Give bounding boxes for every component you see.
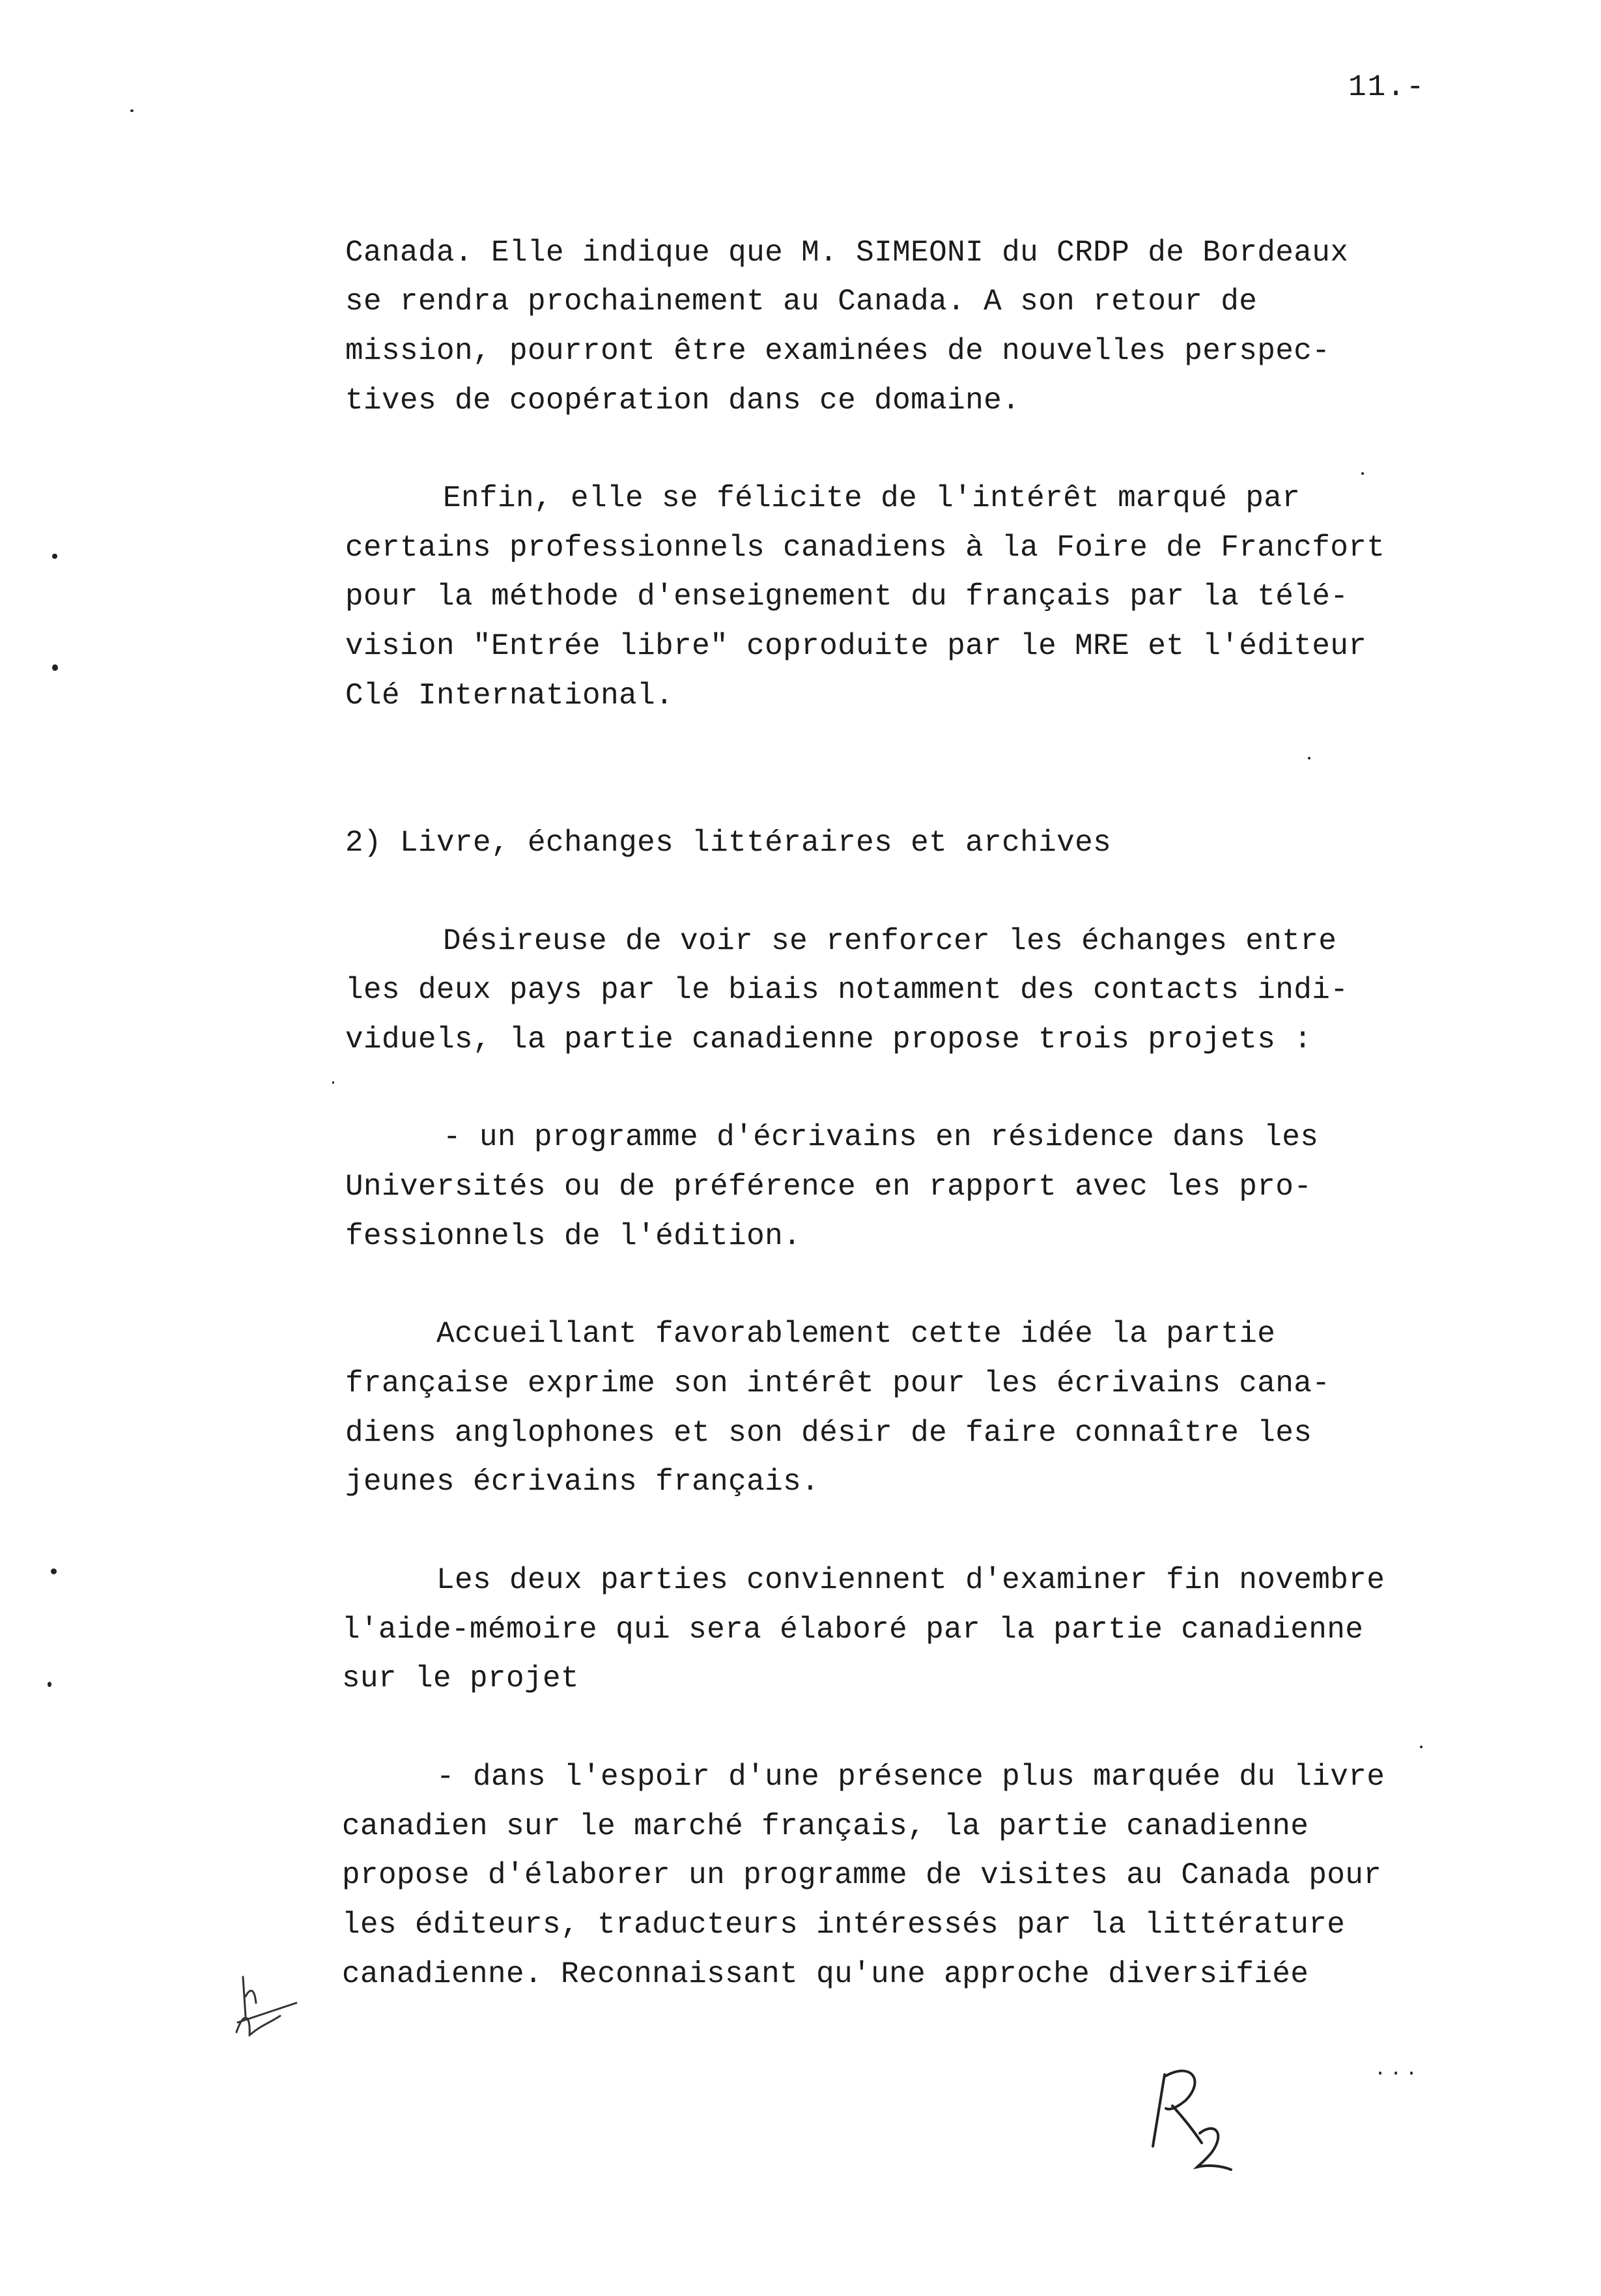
text-line: Clé International.	[345, 679, 674, 713]
section-heading: 2) Livre, échanges littéraires et archives	[345, 826, 1112, 860]
text-line: Accueillant favorablement cette idée la partie	[436, 1317, 1276, 1351]
text-line: Universités ou de préférence en rapport avec les pro-	[345, 1170, 1312, 1204]
scan-speck	[52, 664, 58, 671]
text-line: propose d'élaborer un programme de visites au Canada pour	[342, 1858, 1382, 1892]
handwritten-initials-icon	[1146, 2062, 1244, 2179]
scan-speck	[1308, 757, 1311, 759]
text-line: française exprime son intérêt pour les écrivains cana-	[345, 1367, 1331, 1400]
text-line: viduels, la partie canadienne propose trois projets :	[345, 1023, 1312, 1056]
continuation-mark: ...	[1374, 2059, 1422, 2081]
text-line: Canada. Elle indique que M. SIMEONI du CRDP de Bordeaux	[345, 236, 1349, 270]
text-line: les deux pays par le biais notamment des contacts indi-	[345, 973, 1349, 1007]
text-line: - dans l'espoir d'une présence plus marquée du livre	[436, 1760, 1385, 1794]
scan-speck	[1361, 472, 1364, 475]
text-line: jeunes écrivains français.	[345, 1465, 820, 1499]
scan-speck	[48, 1682, 51, 1687]
text-line: fessionnels de l'édition.	[345, 1219, 802, 1253]
page-number: 11.-	[1348, 70, 1426, 104]
text-line: l'aide-mémoire qui sera élaboré par la partie canadienne	[342, 1613, 1364, 1647]
text-line: - un programme d'écrivains en résidence dans les	[443, 1120, 1319, 1154]
text-line: canadien sur le marché français, la partie canadienne	[342, 1809, 1309, 1843]
text-line: pour la méthode d'enseignement du français par la télé-	[345, 580, 1349, 614]
margin-scribble-icon	[231, 1970, 303, 2042]
text-line: Désireuse de voir se renforcer les échanges entre	[443, 924, 1337, 958]
text-line: certains professionnels canadiens à la Foire de Francfort	[345, 531, 1385, 565]
text-line: tives de coopération dans ce domaine.	[345, 384, 1021, 418]
scan-speck	[52, 554, 57, 559]
scan-speck	[332, 1081, 334, 1084]
text-line: canadienne. Reconnaissant qu'une approche diversifiée	[342, 1957, 1309, 1991]
text-line: Les deux parties conviennent d'examiner fin novembre	[436, 1563, 1385, 1597]
scan-speck	[51, 1568, 57, 1574]
text-line: diens anglophones et son désir de faire connaître les	[345, 1416, 1312, 1450]
text-line: se rendra prochainement au Canada. A son retour de	[345, 285, 1258, 319]
text-line: sur le projet	[342, 1662, 580, 1695]
text-line: Enfin, elle se félicite de l'intérêt marqué par	[443, 481, 1301, 515]
text-line: mission, pourront être examinées de nouvelles perspec-	[345, 334, 1331, 368]
scan-speck	[130, 109, 134, 112]
text-line: les éditeurs, traducteurs intéressés par la littérature	[342, 1908, 1346, 1942]
scan-speck	[1420, 1746, 1423, 1748]
text-line: vision "Entrée libre" coproduite par le MRE et l'éditeur	[345, 629, 1367, 663]
